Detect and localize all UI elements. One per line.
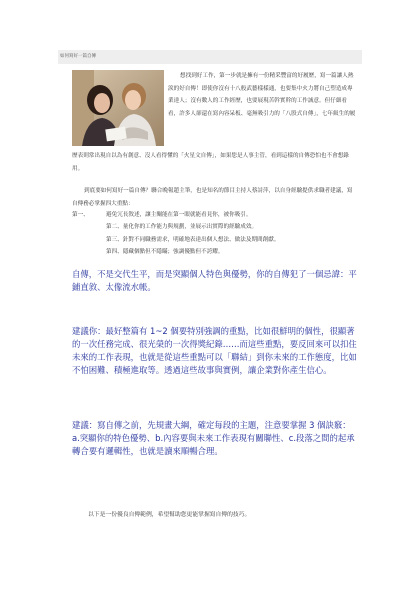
list-item-text: 避免冗長敘述，讓主闡能在第一眼就能看見你，被你吸引。 <box>106 212 252 218</box>
list-item-text: 第三、針對不同職務需求，明確地表達出個人想法、做法及期間創獻。 <box>106 236 280 243</box>
list-item-text: 第二、量化你的工作能力與規劃，並展示出實際的經驗成效。 <box>106 224 258 231</box>
document-title: 如何寫好一篇自傳 <box>60 54 96 59</box>
highlight-paragraph-suggestion: 建議你：最好整篇有 1~2 個要特別強調的重點，比如很鮮明的個性，很顯著的一次任務完成、很光榮的一次得獎紀錄……而這些重點，要反回來可以扣住未來的工作表現，也就是從這些重點可以「聯結」到你未來的工作態度，比如不怕困難、積極進取等。透過這些故事與實例，讓企業對你產生信心。 <box>72 326 357 375</box>
key-points-list <box>72 209 362 259</box>
intro-paragraph-continuation: 歷表則常出現自以為有創意、沒人看得懂的「火星文自傳」，如果您是人事主管，看到這樣的自傳恐怕也不會想錄用。 <box>72 153 349 172</box>
header-band <box>58 50 362 64</box>
list-item-text: 第四、隱藏個點但不隱瞞；強調優點但不誇耀。 <box>106 249 224 256</box>
list-item <box>72 234 362 246</box>
list-item-number: 第一、 <box>72 212 89 218</box>
list-item <box>72 246 362 258</box>
sample-intro-note: 以下是一份優良自傳範例，希望幫助您更能掌握寫自傳的技巧。 <box>88 512 251 518</box>
highlight-paragraph-taboo: 自傳，不是交代生平，而是突顯個人特色與優勢，你的自傳犯了一個忌諱：平鋪直敘、太像流水帳。 <box>72 269 357 292</box>
intro-paragraph: 想找到好工作，第一步就是擁有一份精采豐富的好履歷，寫一篇讓人熱淚的好自傳！即使你沒有十八般武藝樣樣通，也要集中火力將自己塑造成專業達人；沒有數人的工作經歷，也要展現苦幹實幹的工作誠意。但仔細看看，許多人卻還在寫內容呆板、毫無吸引力的「八股式自傳」，七年級生的履 <box>168 73 356 117</box>
list-item <box>72 209 362 221</box>
two-women-portrait-photo <box>72 70 164 146</box>
advice-intro-paragraph: 到底要如何寫好一篇自傳？聯合晚報趙主筆，也是知名的節目主持人蔡詩萍，以自身經驗提供求職者建議，寫自傳務必掌握四大重點： <box>72 188 353 207</box>
highlight-paragraph-outline-tips: 建議：寫自傳之前，先規畫大綱，確定每段的主題，注意要掌握 3 個訣竅：a.突顯你的特色優勢、b.內容要與未來工作表現有關聯性、c.段落之間的起承轉合要有邏輯性，也就是讀來順暢合理。 <box>72 420 355 456</box>
list-item <box>72 221 362 233</box>
